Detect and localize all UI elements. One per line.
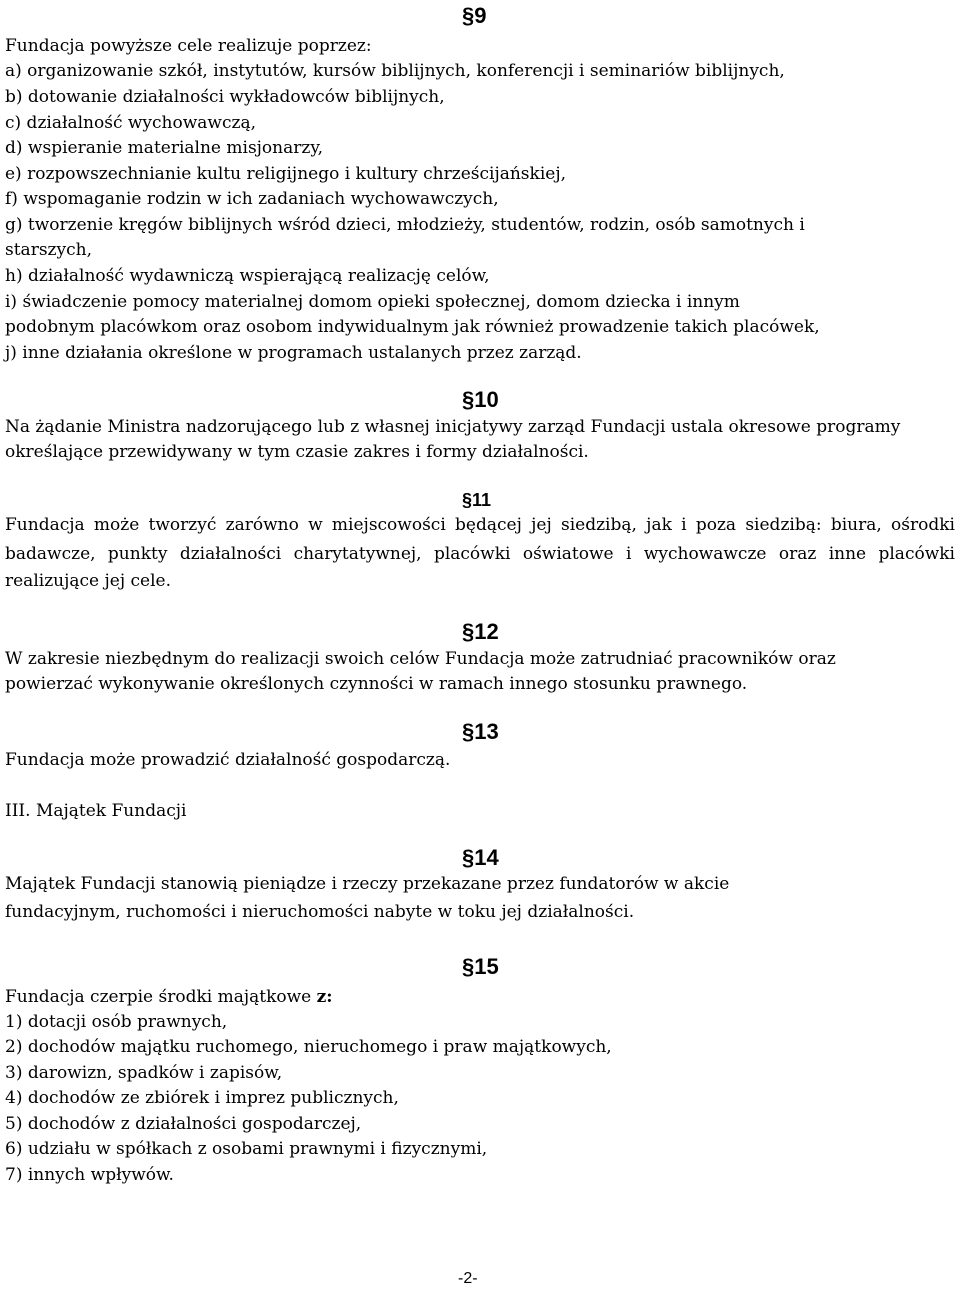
section-9-item: podobnym placówkom oraz osobom indywidualnym jak również prowadzenie takich placówek, bbox=[5, 317, 820, 337]
section-15-item: 3) darowizn, spadków i zapisów, bbox=[5, 1063, 283, 1083]
section-15-item: 7) innych wpływów. bbox=[5, 1165, 174, 1185]
section-15-heading: §15 bbox=[462, 954, 499, 979]
section-10-line: Na żądanie Ministra nadzorującego lub z własnej inicjatywy zarząd Fundacji ustala okresowe programy bbox=[5, 417, 901, 437]
section-9-heading: §9 bbox=[462, 3, 487, 28]
section-13-heading: §13 bbox=[462, 719, 499, 744]
section-10-heading: §10 bbox=[462, 387, 499, 412]
section-11-heading: §11 bbox=[462, 490, 492, 510]
section-15-item: 5) dochodów z działalności gospodarczej, bbox=[5, 1114, 362, 1134]
section-15-item: 6) udziału w spółkach z osobami prawnymi i fizycznymi, bbox=[5, 1139, 488, 1159]
chapter-heading: III. Majątek Fundacji bbox=[5, 801, 187, 821]
section-15-item: 1) dotacji osób prawnych, bbox=[5, 1012, 228, 1032]
section-12-line: powierzać wykonywanie określonych czynności w ramach innego stosunku prawnego. bbox=[5, 674, 748, 694]
section-11-line: badawcze, punkty działalności charytatywnej, placówki oświatowe i wychowawcze oraz inne placówki bbox=[5, 544, 955, 564]
section-12-heading: §12 bbox=[462, 619, 499, 644]
section-15-intro bbox=[5, 987, 333, 1007]
section-10-line: określające przewidywany w tym czasie zakres i formy działalności. bbox=[5, 442, 589, 462]
section-12-line: W zakresie niezbędnym do realizacji swoich celów Fundacja może zatrudniać pracowników oraz bbox=[5, 649, 836, 669]
section-9-item: j) inne działania określone w programach ustalanych przez zarząd. bbox=[5, 343, 582, 363]
section-9-item: i) świadczenie pomocy materialnej domom opieki społecznej, domom dziecka i innym bbox=[5, 292, 740, 312]
section-14-heading: §14 bbox=[462, 845, 499, 870]
section-9-item: a) organizowanie szkół, instytutów, kursów biblijnych, konferencji i seminariów biblijnych, bbox=[5, 61, 785, 81]
section-15-item: 2) dochodów majątku ruchomego, nieruchomego i praw majątkowych, bbox=[5, 1037, 612, 1057]
section-9-item: c) działalność wychowawczą, bbox=[5, 113, 256, 133]
section-14-line: fundacyjnym, ruchomości i nieruchomości nabyte w toku jej działalności. bbox=[5, 902, 635, 922]
page-number: -2- bbox=[458, 1270, 478, 1287]
section-9-item: f) wspomaganie rodzin w ich zadaniach wychowawczych, bbox=[5, 189, 499, 209]
section-11-line: Fundacja może tworzyć zarówno w miejscowości będącej jej siedzibą, jak i poza siedzibą: biura, ośrodki bbox=[5, 515, 955, 535]
section-9-item: d) wspieranie materialne misjonarzy, bbox=[5, 138, 324, 158]
section-9-item: b) dotowanie działalności wykładowców biblijnych, bbox=[5, 87, 445, 107]
section-9-item: g) tworzenie kręgów biblijnych wśród dzieci, młodzieży, studentów, rodzin, osób samotnych i bbox=[5, 215, 805, 235]
section-9-item: e) rozpowszechnianie kultu religijnego i kultury chrześcijańskiej, bbox=[5, 164, 567, 184]
section-11-line: realizujące jej cele. bbox=[5, 571, 171, 591]
section-14-line: Majątek Fundacji stanowią pieniądze i rzeczy przekazane przez fundatorów w akcie bbox=[5, 874, 730, 894]
section-15-item: 4) dochodów ze zbiórek i imprez publicznych, bbox=[5, 1088, 399, 1108]
section-15-intro-bold: z: bbox=[316, 987, 333, 1007]
section-13-line: Fundacja może prowadzić działalność gospodarczą. bbox=[5, 750, 451, 770]
section-9-item: h) działalność wydawniczą wspierającą realizację celów, bbox=[5, 266, 490, 286]
section-15-intro-text: Fundacja czerpie środki majątkowe bbox=[5, 987, 312, 1007]
section-9-item: starszych, bbox=[5, 240, 92, 260]
section-9-intro: Fundacja powyższe cele realizuje poprzez: bbox=[5, 36, 372, 56]
